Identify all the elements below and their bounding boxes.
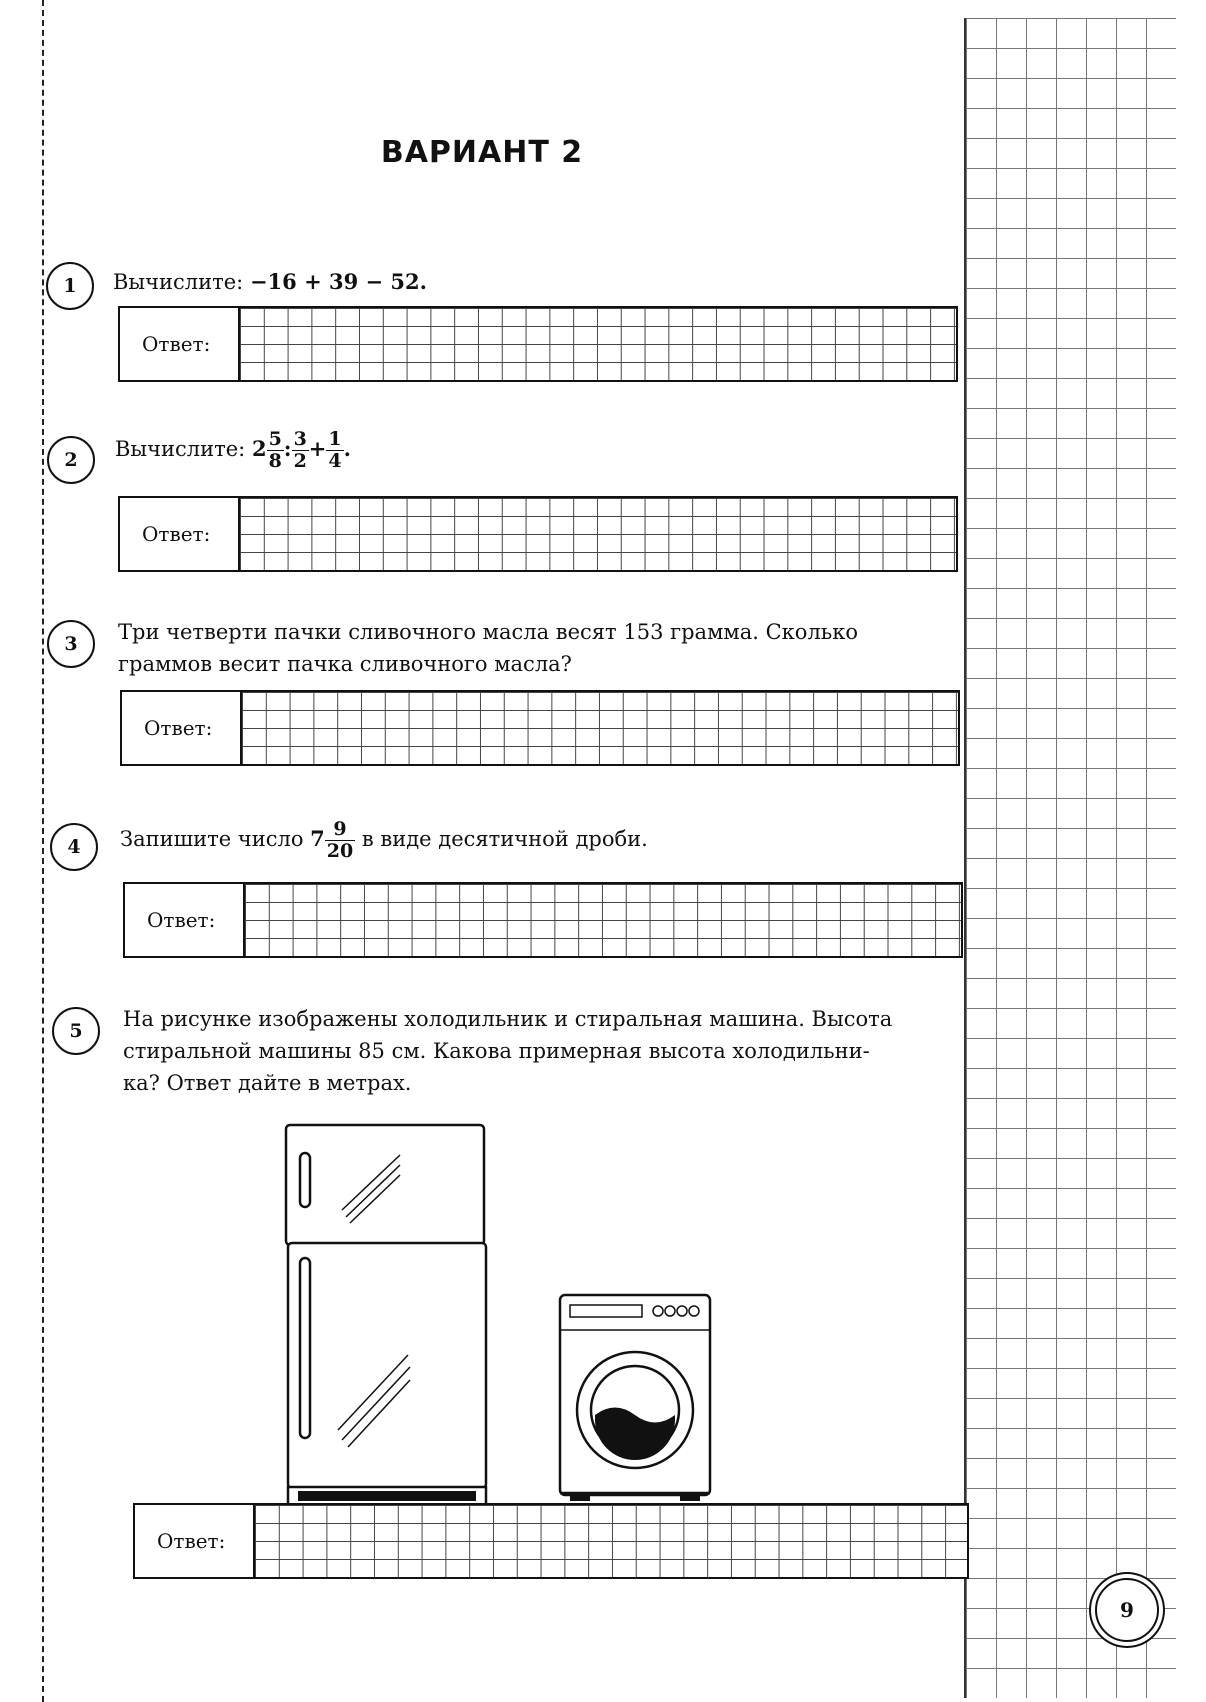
task-2-fraction-3: $\frac{1}{4}$ xyxy=(328,428,342,472)
answer-cells[interactable] xyxy=(238,308,956,380)
answer-cells[interactable] xyxy=(240,692,958,764)
task-5-line-1: На рисунке изображены холодильник и стиральная машина. Высота xyxy=(123,1007,893,1031)
answer-cells[interactable] xyxy=(253,1505,967,1577)
draft-grid xyxy=(964,18,1176,1698)
task-3-text xyxy=(118,616,858,680)
task-4-prompt: Запишите число xyxy=(120,827,304,851)
task-4-whole: 7 xyxy=(310,826,325,851)
task-1-prompt: Вычислите: xyxy=(113,270,244,294)
task-2-op-1: : xyxy=(283,436,292,461)
task-5-line-3: ка? Ответ дайте в метрах. xyxy=(123,1071,412,1095)
task-1-expression: −16 + 39 − 52. xyxy=(249,269,427,294)
task-2-end: . xyxy=(343,436,351,461)
task-number-3: 3 xyxy=(47,620,95,668)
task-5-text xyxy=(123,1003,892,1099)
answer-cells[interactable] xyxy=(243,884,961,956)
task-4-suffix: в виде десятичной дроби. xyxy=(361,827,648,851)
task-number-5: 5 xyxy=(52,1007,100,1055)
task-4-fraction: $\frac{9}{20}$ xyxy=(326,818,354,862)
task-3-line-1: Три четверти пачки сливочного масла весят 153 грамма. Сколько xyxy=(118,620,858,644)
fridge-washer-illustration xyxy=(270,1115,730,1517)
task-2-whole: 2 xyxy=(251,436,267,461)
answer-box-1[interactable] xyxy=(118,306,958,382)
answer-cells[interactable] xyxy=(238,498,956,570)
task-number-1: 1 xyxy=(46,262,94,310)
answer-label: Ответ: xyxy=(142,332,211,356)
answer-label: Ответ: xyxy=(142,522,211,546)
answer-box-3[interactable] xyxy=(120,690,960,766)
answer-box-4[interactable] xyxy=(123,882,963,958)
page-title: ВАРИАНТ 2 xyxy=(380,135,584,170)
task-2-op-2: + xyxy=(308,436,327,461)
task-4-text xyxy=(120,820,648,861)
task-2-text xyxy=(115,430,351,471)
task-3-line-2: граммов весит пачка сливочного масла? xyxy=(118,652,572,676)
fridge-icon xyxy=(286,1125,486,1512)
cut-line xyxy=(42,0,44,1702)
answer-box-5[interactable] xyxy=(133,1503,969,1579)
task-number-2: 2 xyxy=(47,436,95,484)
page-number: 9 xyxy=(1095,1578,1159,1642)
task-2-fraction-1: $\frac{5}{8}$ xyxy=(268,428,282,472)
task-2-fraction-2: $\frac{3}{2}$ xyxy=(293,428,307,472)
task-5-line-2: стиральной машины 85 см. Какова примерная высота холодильни- xyxy=(123,1039,870,1063)
answer-label: Ответ: xyxy=(157,1529,226,1553)
task-1-text xyxy=(113,266,427,298)
answer-label: Ответ: xyxy=(147,908,216,932)
task-2-prompt: Вычислите: xyxy=(115,437,246,461)
washing-machine-icon xyxy=(560,1295,710,1501)
answer-label: Ответ: xyxy=(144,716,213,740)
task-number-4: 4 xyxy=(50,823,98,871)
answer-box-2[interactable] xyxy=(118,496,958,572)
